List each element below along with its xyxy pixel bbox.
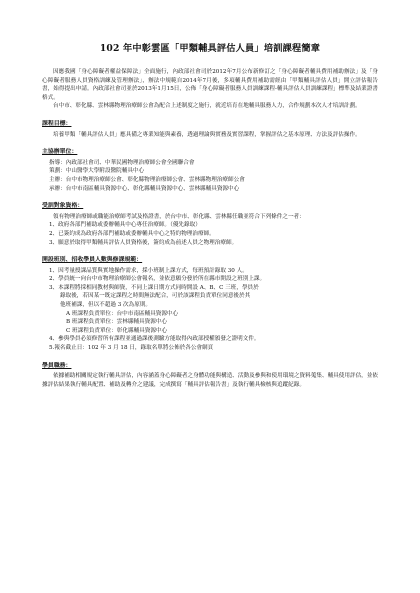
eligibility-text: 領有物理治療師或職能治療師考試及格證書，於台中市、彰化縣、雲林縣任職並符合下列條件之一者： (53, 213, 305, 220)
intro-paragraph-1: 因應我國「身心障礙者權益保障法」全面施行，內政部社會司於2012年7月公布新修訂之「身心障礙者輔具費用補助辦法」及「身心障礙者服務人員資格訓練及管理辦法」，辦法中規範自2014年7月後，多項輔具費用補助需經由「甲類輔具評估人員」開立評估報告書，始得提出申請。內政部社會司並於2013年1月15日，公佈「身心障礙者服務人員訓練課程-輔具評估人員訓練課程」標準及結業證書格式。 (42, 69, 378, 101)
duties-heading: 學員職務： (42, 361, 72, 369)
intro-paragraph-2: 台中市、彰化縣、雲林縣物理治療師公會為配合上述制度之施行，就近培育在地輔具服務人力，合作規劃本次人才培訓計劃。 (53, 103, 361, 110)
classes-item: 1、因考量授課品質與實地操作需求，採小班制上課方式，每班預計錄取 30 人。 (49, 267, 248, 274)
organizer-line: 主辦：台中市物理治療師公會、彰化縣物理治療師公會、雲林縣物理治療師公會 (49, 176, 245, 183)
classes-item-continued: 錄取後，若因某一既定課程之時間無法配合，可於該課程負責單位同意後於其 (60, 293, 251, 300)
goal-section (42, 120, 378, 139)
classes-item: 5.報名截止日：102 年 3 月 18 日，錄取名單將公佈於各公會網頁 (49, 345, 214, 352)
duties-section (42, 362, 378, 390)
goal-text: 培養甲類「輔具評估人員」應具備之專業知能與素養，透過理論與實務及實習課程，掌握評估之基本原理、方法及評估操作。 (53, 131, 361, 138)
organizers-section (42, 148, 378, 193)
organizer-line: 承辦：台中市南區輔具資源中心、彰化縣輔具資源中心、雲林縣輔具資源中心 (49, 185, 240, 192)
eligibility-item: 1、政府各部門補助或委辦輔具中心專任治療師。（優先錄取） (49, 222, 201, 229)
goal-heading: 課程目標： (42, 119, 72, 127)
organizers-heading: 主協辦單位： (42, 148, 78, 156)
class-group-line: A 班課程負責單位：台中市南區輔具資源中心 (66, 310, 179, 317)
class-group-line: B 班課程負責單位：雲林縣輔具資源中心 (66, 319, 167, 326)
classes-heading: 開設班別、招收學員人數與修課規範： (42, 256, 143, 264)
eligibility-item: 2、已簽約成為政府各部門補助或委辦輔具中心之特約物理治療師。 (49, 230, 215, 237)
classes-item-continued: 他班補課，但以不超過 3 次為原則。 (60, 302, 152, 309)
classes-section (42, 256, 378, 353)
classes-item: 3、本課程將採相同教材與師資，不同上課日期方式同時開設 A、B、C 三班，學員於 (49, 284, 259, 291)
eligibility-item: 3、願意於取得甲類輔具評估人員資格後，簽約成為前述人員之物理治療師。 (49, 239, 238, 246)
eligibility-heading: 受訓對象資格： (42, 202, 84, 210)
document-title: 102 年中彰雲區「甲類輔具評估人員」培訓課程簡章 (99, 43, 321, 54)
duties-text: 依據補助相關規定執行輔具評估，內容涵蓋身心障礙者之身體功能與構造、活動及參與和使用環境之資料蒐集、輔具使用評估，並依據評估結果執行輔具配置、補助及轉介之建議，完成撰寫「輔具評估報告書」及執行輔具檢核與追蹤紀錄。 (42, 373, 378, 388)
classes-item: 2、學員統一向台中市物理治療師公會報名，並依意願分發於所在縣市開設之班別上課。 (49, 276, 266, 283)
classes-item: 4、參與學員必須修習所有課程並通過課後測驗方能取得內政部授權頒發之證明文件。 (49, 336, 260, 343)
organizer-line: 指導：內政部社會司、中華民國物理治療師公會全國聯合會 (49, 159, 195, 166)
organizer-line: 策劃：中山醫學大學附設醫院輔具中心 (49, 168, 145, 175)
eligibility-section (42, 202, 378, 247)
class-group-line: C 班課程負責單位：彰化縣輔具資源中心 (66, 327, 168, 334)
